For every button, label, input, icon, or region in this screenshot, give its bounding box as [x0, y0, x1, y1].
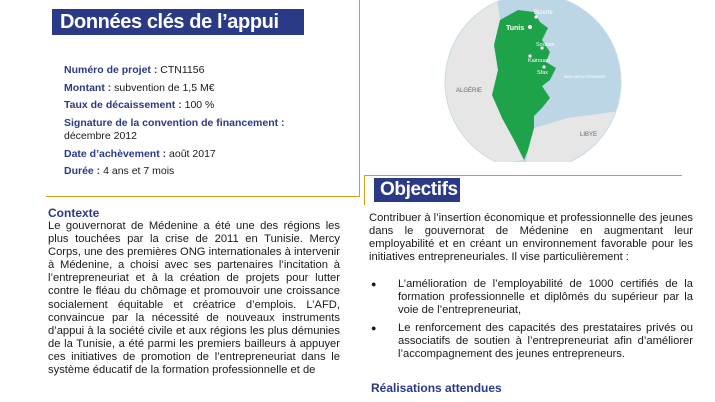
map-label-kairouan: Kairouan: [528, 58, 551, 64]
map-label-tunis: Tunis: [506, 25, 525, 32]
objectives-intro: Contribuer à l’insertion économique et professionnelle des jeunes dans le gouvernorat de Médenine en augmentant leur employabilité et en créant un environnement favorable pour les initiatives entrepreneuriales. Il vise particulièrement :: [369, 212, 694, 264]
amount: Montant : subvention de 1,5 M€: [64, 81, 215, 94]
completion-date: Date d’achèvement : août 2017: [64, 147, 216, 160]
results-heading: Réalisations attendues: [371, 381, 502, 395]
map-label-sousse: Sousse: [536, 42, 555, 48]
project-number: Numéro de projet : CTN1156: [64, 64, 205, 76]
tunisia-map: [438, 0, 628, 162]
bullet-icon: ●: [371, 279, 377, 289]
key-data-list: [64, 64, 354, 183]
map-label-bizerte: Bizerte: [534, 10, 553, 16]
objectives-title: Objectifs: [374, 178, 460, 202]
disbursement-rate: Taux de décaissement : 100 %: [64, 99, 215, 111]
city-dot-tunis: [528, 25, 532, 29]
map-label-sfax: Sfax: [537, 70, 549, 76]
signature-date: Signature de la convention de financement : décembre 2012: [64, 116, 285, 142]
list-item: ● Le renforcement des capacités des prestataires privés ou associatifs de soutien à l’entrepreneuriat afin d’améliorer l’accompagnement des jeunes entrepreneurs.: [371, 322, 693, 361]
map-label-mer: MER MÉDITERRANÉE: [564, 74, 606, 79]
bullet-icon: ●: [371, 323, 377, 334]
context-body: Le gouvernorat de Médenine a été une des régions les plus touchées par la crise de 2011 en Tunisie. Mercy Corps, une des premières ONG internationales à intervenir à Médenine, a choisi avec ses partenaires l’incitation à l’entrepreneuriat et à la création de projets pour lutter contre le fléau du chômage et promouvoir une croissance socialement équitable et créatrice d’emplois. L’AFD, convaincue par la nécessité de nouveaux instruments d’appui à la société civile et aux régions les plus démunies de la Tunisie, a été parmi les premiers bailleurs à appuyer ces initiatives de promotion de l’entrepreneuriat dans le système éducatif de la formation professionnelle et de: [48, 220, 340, 377]
city-dot-sfax: [542, 65, 545, 68]
map-label-libye: LIBYE: [580, 132, 598, 138]
duration: Durée : 4 ans et 7 mois: [64, 165, 175, 177]
key-data-title: Données clés de l’appui AFD: [52, 9, 304, 35]
map-label-algerie: ALGÉRIE: [456, 88, 483, 94]
list-item: ● L’amélioration de l’employabilité de 1000 certifiés de la formation professionnelle et diplômés du supérieur par la voie de l’entrepreneuriat,: [371, 278, 693, 317]
objectives-list: [369, 278, 693, 367]
context-heading: Contexte: [48, 206, 100, 220]
